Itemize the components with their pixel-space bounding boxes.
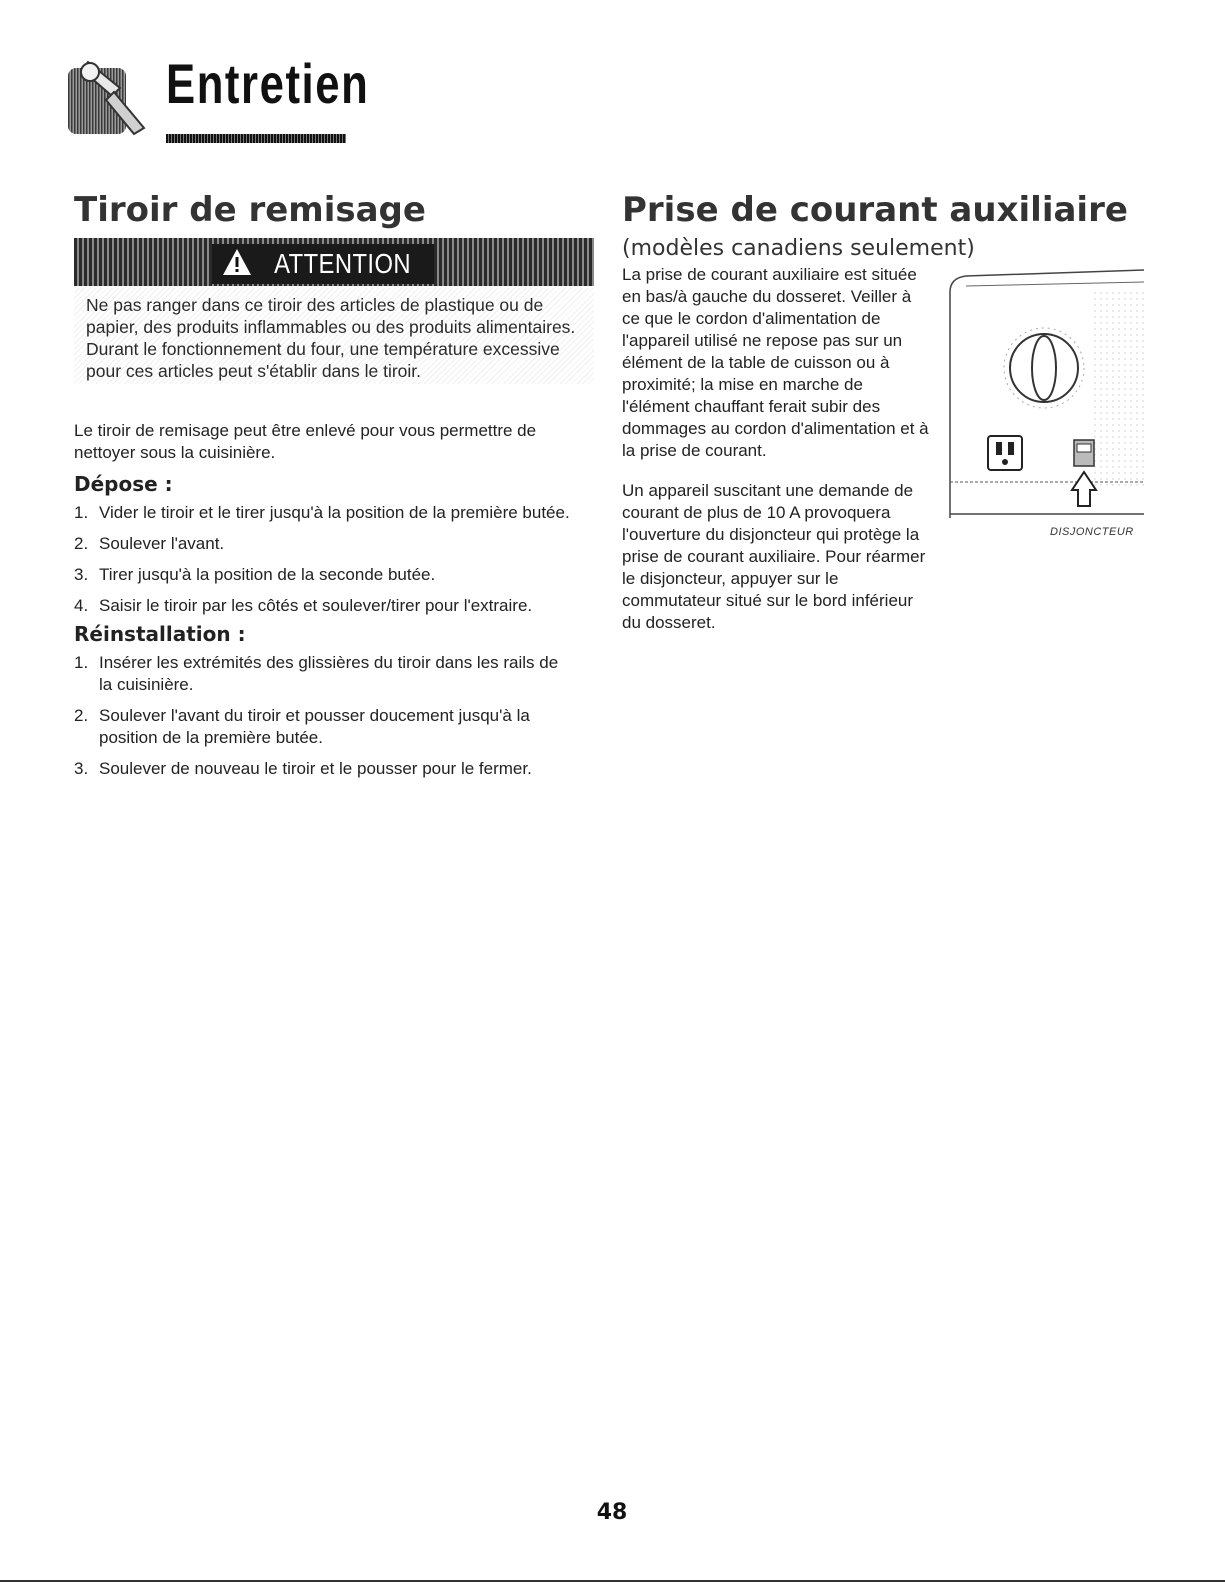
warning-triangle-icon: [222, 248, 252, 281]
removal-steps: [74, 502, 594, 626]
list-item: 3. Tirer jusqu'à la position de la seconde butée.: [74, 565, 436, 584]
list-item: 1. Vider le tiroir et le tirer jusqu'à la position de la première butée.: [74, 503, 570, 522]
list-item: 2. Soulever l'avant du tiroir et pousser doucement jusqu'à la position de la première butée.: [74, 706, 530, 747]
list-item: 1. Insérer les extrémités des glissières du tiroir dans les rails de la cuisinière.: [74, 653, 559, 694]
page-number: 48: [596, 1500, 628, 1525]
list-item: 2. Soulever l'avant.: [74, 534, 225, 553]
reinstall-heading: Réinstallation :: [74, 622, 246, 646]
knob-icon: [1004, 328, 1084, 408]
warning-label: [212, 244, 434, 284]
storage-drawer-intro: Le tiroir de remisage peut être enlevé pour vous permettre de nettoyer sous la cuisinière.: [74, 421, 537, 462]
warning-text: Ne pas ranger dans ce tiroir des articles de plastique ou de papier, des produits inflammables ou des produits alimentaires. Durant le fonctionnement du four, une température excessive pour ces articles peut s'établir dans le tiroir.: [86, 295, 576, 381]
section-title-outlet: Prise de courant auxiliaire: [622, 190, 1128, 230]
page-title: Entretien: [166, 52, 370, 115]
list-item: 4. Saisir le tiroir par les côtés et soulever/tirer pour l'extraire.: [74, 596, 533, 615]
outlet-illustration: [944, 268, 1148, 524]
section-subtitle-outlet: (modèles canadiens seulement): [622, 236, 975, 261]
outlet-paragraph-2: Un appareil suscitant une demande de courant de plus de 10 A provoquera l'ouverture du disjoncteur qui protège la prise de courant auxiliaire. Pour réarmer le disjoncteur, appuyer sur le commutateur situé sur le bord inférieur du dosseret.: [622, 481, 926, 632]
list-item: 3. Soulever de nouveau le tiroir et le pousser pour le fermer.: [74, 759, 532, 778]
section-title-storage-drawer: Tiroir de remisage: [74, 190, 426, 230]
warning-label-text: ATTENTION: [274, 248, 412, 279]
outlet-paragraph-1: La prise de courant auxiliaire est située en bas/à gauche du dosseret. Veiller à ce que le cordon d'alimentation de l'appareil utilisé ne repose pas sur un élément de la table de cuisson ou à proximité; la mise en marche de l'élément chauffant ferait subir des dommages au cordon d'alimentation et à la prise de courant.: [622, 265, 929, 460]
title-underline: [166, 134, 346, 143]
removal-heading: Dépose :: [74, 472, 173, 496]
arrow-up-icon: [1072, 472, 1096, 506]
breaker-icon: [1074, 440, 1094, 466]
outlet-icon: [988, 436, 1022, 470]
wrench-icon: [68, 58, 146, 136]
reinstall-steps: [74, 652, 574, 789]
figure-caption: DISJONCTEUR: [1050, 526, 1134, 538]
bottom-rule: [0, 1580, 1225, 1582]
